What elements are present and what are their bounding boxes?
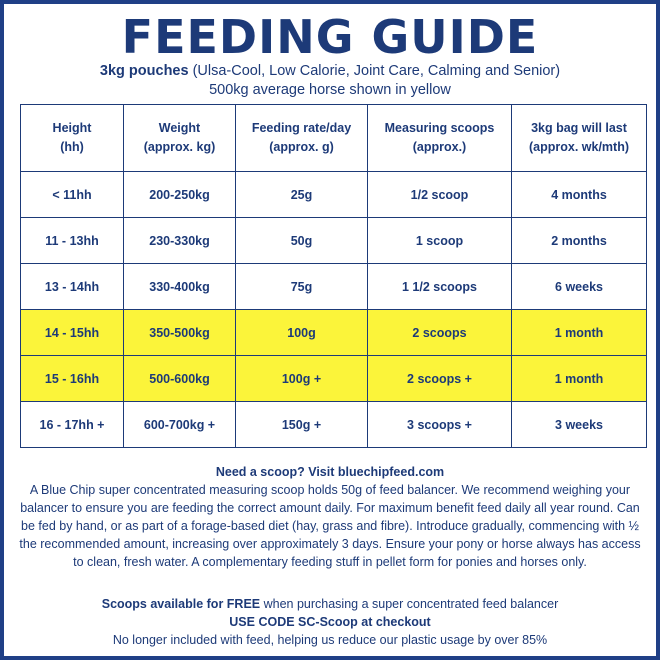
cell-scoops: 1 1/2 scoops <box>368 264 512 310</box>
cell-scoops: 1/2 scoop <box>368 172 512 218</box>
cell-scoops: 3 scoops + <box>368 402 512 448</box>
cell-bag-duration: 6 weeks <box>512 264 647 310</box>
free-scoops-line <box>14 595 646 613</box>
table-row <box>21 402 647 448</box>
table-row <box>21 264 647 310</box>
cell-feeding-rate: 100g <box>236 310 368 356</box>
cell-weight: 330-400kg <box>124 264 236 310</box>
cell-bag-duration: 1 month <box>512 310 647 356</box>
table-header-row <box>21 105 647 172</box>
plastic-note: No longer included with feed, helping us reduce our plastic usage by over 85% <box>112 633 548 647</box>
cell-bag-duration: 1 month <box>512 356 647 402</box>
footer-section <box>14 595 646 649</box>
table-row <box>21 310 647 356</box>
promo-code <box>14 613 646 631</box>
cell-scoops: 1 scoop <box>368 218 512 264</box>
info-section <box>18 463 642 571</box>
cell-feeding-rate: 100g + <box>236 356 368 402</box>
cell-weight: 600-700kg + <box>124 402 236 448</box>
table-row <box>21 356 647 402</box>
scoop-question: Need a scoop? Visit bluechipfeed.com <box>215 465 445 479</box>
cell-weight: 230-330kg <box>124 218 236 264</box>
info-body: A Blue Chip super concentrated measuring scoop holds 50g of feed balancer. We recommend weighing your balancer to ensure you are feeding the correct amount daily. For maximum benefit feed daily all year round. Can be fed by hand, or as part of a forage-based diet (hay, grass and fibre). Introduce gradually, commencing with ½ the recommended amount, increasing over approximately 3 days. Ensure your pony or horse always has access to clean, fresh water. A complementary feeding stuff in pellet form for ponies and horses only. <box>19 483 641 569</box>
cell-bag-duration: 4 months <box>512 172 647 218</box>
subtitle-highlight-note: 500kg average horse shown in yellow <box>209 82 451 98</box>
free-scoops-rest: when purchasing a super concentrated feed balancer <box>260 597 559 611</box>
header-feeding-rate: Feeding rate/day (approx. g) <box>236 105 368 172</box>
cell-height: 13 - 14hh <box>21 264 124 310</box>
cell-weight: 500-600kg <box>124 356 236 402</box>
cell-bag-duration: 2 months <box>512 218 647 264</box>
subtitle-pouches <box>4 63 656 79</box>
header-measuring-scoops: Measuring scoops (approx.) <box>368 105 512 172</box>
subtitle-pouches-bold: 3kg pouches <box>99 63 189 79</box>
page-title: FEEDING GUIDE <box>121 10 539 64</box>
header-height: Height (hh) <box>21 105 124 172</box>
table-row <box>21 218 647 264</box>
cell-height: 16 - 17hh + <box>21 402 124 448</box>
cell-feeding-rate: 25g <box>236 172 368 218</box>
cell-height: 11 - 13hh <box>21 218 124 264</box>
header-weight: Weight (approx. kg) <box>124 105 236 172</box>
cell-feeding-rate: 150g + <box>236 402 368 448</box>
table-body <box>21 172 647 448</box>
feeding-table <box>20 104 647 448</box>
feeding-guide-card <box>4 4 656 656</box>
cell-feeding-rate: 75g <box>236 264 368 310</box>
cell-weight: 200-250kg <box>124 172 236 218</box>
cell-scoops: 2 scoops <box>368 310 512 356</box>
cell-height: < 11hh <box>21 172 124 218</box>
header-bag-duration: 3kg bag will last (approx. wk/mth) <box>512 105 647 172</box>
promo-code-text: USE CODE SC-Scoop at checkout <box>229 615 431 629</box>
cell-height: 14 - 15hh <box>21 310 124 356</box>
cell-height: 15 - 16hh <box>21 356 124 402</box>
cell-scoops: 2 scoops + <box>368 356 512 402</box>
cell-feeding-rate: 50g <box>236 218 368 264</box>
table-row <box>21 172 647 218</box>
cell-bag-duration: 3 weeks <box>512 402 647 448</box>
subtitle-pouches-products: (Ulsa-Cool, Low Calorie, Joint Care, Calming and Senior) <box>188 63 561 79</box>
free-scoops-bold: Scoops available for FREE <box>101 597 261 611</box>
cell-weight: 350-500kg <box>124 310 236 356</box>
